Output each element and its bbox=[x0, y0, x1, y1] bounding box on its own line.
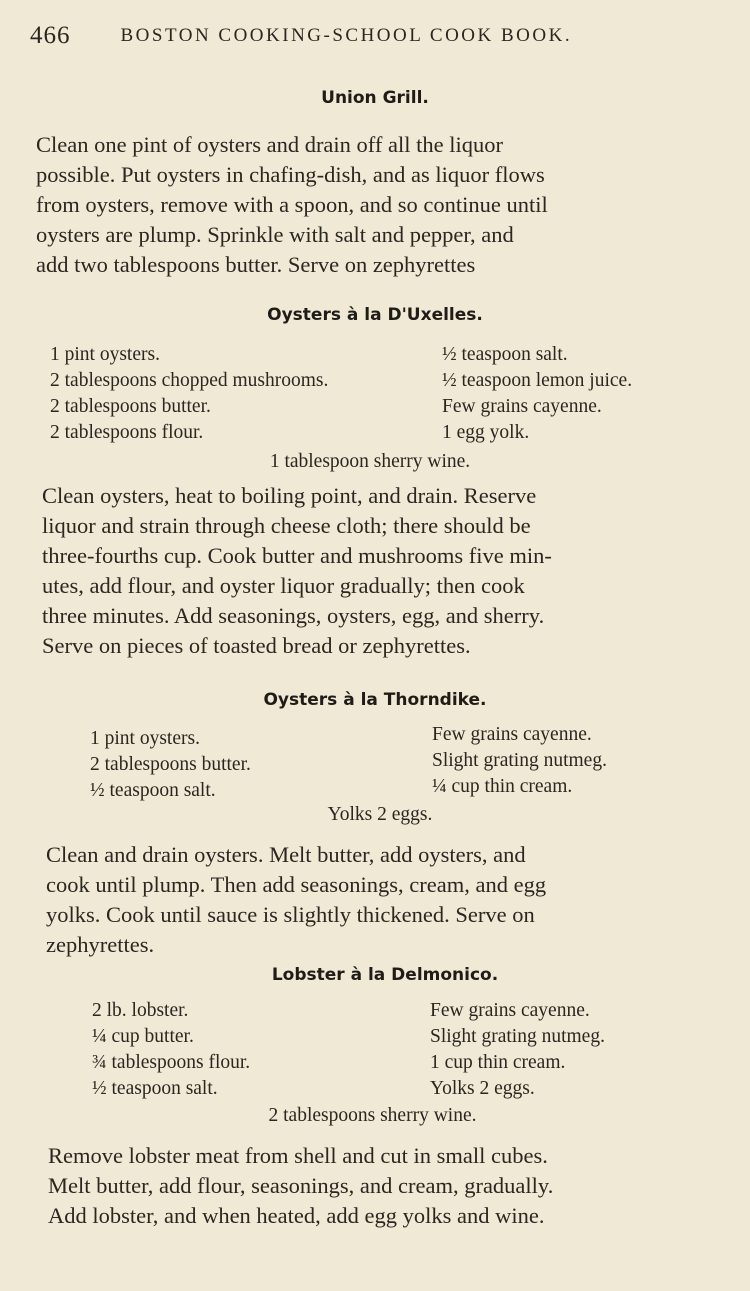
ingredient-centered: Yolks 2 eggs. bbox=[327, 804, 433, 825]
ingredient-item: Few grains cayenne. bbox=[432, 724, 592, 745]
text-line: zephyrettes. bbox=[46, 932, 155, 957]
recipe-text-oysters-duxelles bbox=[42, 481, 710, 661]
recipe-text-union-grill bbox=[36, 130, 708, 280]
recipe-text-lobster-delmonico bbox=[48, 1141, 718, 1231]
ingredient-item: Yolks 2 eggs. bbox=[430, 1078, 535, 1099]
text-line: from oysters, remove with a spoon, and so continue until bbox=[36, 192, 548, 217]
ingredient-item: ¼ cup butter. bbox=[92, 1026, 194, 1047]
ingredients-left-duxelles bbox=[50, 342, 328, 446]
ingredient-item: 2 tablespoons chopped mushrooms. bbox=[50, 370, 329, 391]
text-line: utes, add flour, and oyster liquor gradually; then cook bbox=[42, 573, 525, 598]
ingredient-item: 1 cup thin cream. bbox=[430, 1052, 566, 1073]
text-line: possible. Put oysters in chafing-dish, and as liquor flows bbox=[36, 162, 545, 187]
text-line: Clean oysters, heat to boiling point, and drain. Reserve bbox=[42, 483, 537, 508]
ingredient-item: 1 egg yolk. bbox=[442, 422, 530, 443]
ingredient-item: 1 pint oysters. bbox=[90, 728, 200, 749]
ingredient-item: Slight grating nutmeg. bbox=[430, 1026, 605, 1047]
text-line: add two tablespoons butter. Serve on zephyrettes bbox=[36, 252, 476, 277]
ingredient-centered: 2 tablespoons sherry wine. bbox=[268, 1105, 477, 1126]
text-line: Add lobster, and when heated, add egg yolks and wine. bbox=[48, 1203, 545, 1228]
text-line: Serve on pieces of toasted bread or zephyrettes. bbox=[42, 633, 471, 658]
ingredient-item: 1 pint oysters. bbox=[50, 344, 160, 365]
ingredients-right-duxelles bbox=[442, 342, 632, 446]
recipe-title-union-grill: Union Grill. bbox=[321, 88, 429, 108]
ingredient-item: 2 tablespoons butter. bbox=[50, 396, 211, 417]
page-number: 466 bbox=[30, 22, 71, 49]
ingredients-right-thorndike bbox=[432, 722, 607, 800]
recipe-text-oysters-thorndike bbox=[46, 840, 714, 960]
text-line: Remove lobster meat from shell and cut in small cubes. bbox=[48, 1143, 548, 1168]
ingredients-right-lobster bbox=[430, 998, 605, 1102]
recipe-title-oysters-thorndike: Oysters à la Thorndike. bbox=[263, 690, 487, 710]
text-line: Clean and drain oysters. Melt butter, add oysters, and bbox=[46, 842, 526, 867]
recipe-title-oysters-duxelles: Oysters à la D'Uxelles. bbox=[267, 305, 483, 325]
text-line: Melt butter, add flour, seasonings, and cream, gradually. bbox=[48, 1173, 554, 1198]
text-line: oysters are plump. Sprinkle with salt and pepper, and bbox=[36, 222, 514, 247]
ingredient-item: Slight grating nutmeg. bbox=[432, 750, 607, 771]
text-line: Clean one pint of oysters and drain off all the liquor bbox=[36, 132, 503, 157]
ingredients-left-lobster bbox=[92, 998, 250, 1102]
recipe-title-lobster-delmonico: Lobster à la Delmonico. bbox=[271, 965, 499, 985]
ingredient-item: 2 tablespoons flour. bbox=[50, 422, 204, 443]
text-line: cook until plump. Then add seasonings, cream, and egg bbox=[46, 872, 547, 897]
ingredient-centered: 1 tablespoon sherry wine. bbox=[269, 451, 471, 472]
text-line: three-fourths cup. Cook butter and mushrooms five min- bbox=[42, 543, 552, 568]
ingredient-item: ½ teaspoon lemon juice. bbox=[442, 370, 633, 391]
ingredient-item: 2 lb. lobster. bbox=[92, 1000, 189, 1021]
text-line: yolks. Cook until sauce is slightly thickened. Serve on bbox=[46, 902, 535, 927]
ingredients-left-thorndike bbox=[90, 726, 251, 804]
ingredient-item: 2 tablespoons butter. bbox=[90, 754, 251, 775]
ingredient-item: Few grains cayenne. bbox=[430, 1000, 590, 1021]
text-line: liquor and strain through cheese cloth; there should be bbox=[42, 513, 531, 538]
book-title: BOSTON COOKING-SCHOOL COOK BOOK. bbox=[120, 25, 573, 46]
ingredient-item: ½ teaspoon salt. bbox=[90, 780, 216, 801]
ingredient-item: ¼ cup thin cream. bbox=[432, 776, 573, 797]
ingredient-item: Few grains cayenne. bbox=[442, 396, 602, 417]
ingredient-item: ¾ tablespoons flour. bbox=[92, 1052, 251, 1073]
ingredient-item: ½ teaspoon salt. bbox=[92, 1078, 218, 1099]
text-line: three minutes. Add seasonings, oysters, egg, and sherry. bbox=[42, 603, 545, 628]
ingredient-item: ½ teaspoon salt. bbox=[442, 344, 568, 365]
running-head bbox=[30, 18, 720, 54]
